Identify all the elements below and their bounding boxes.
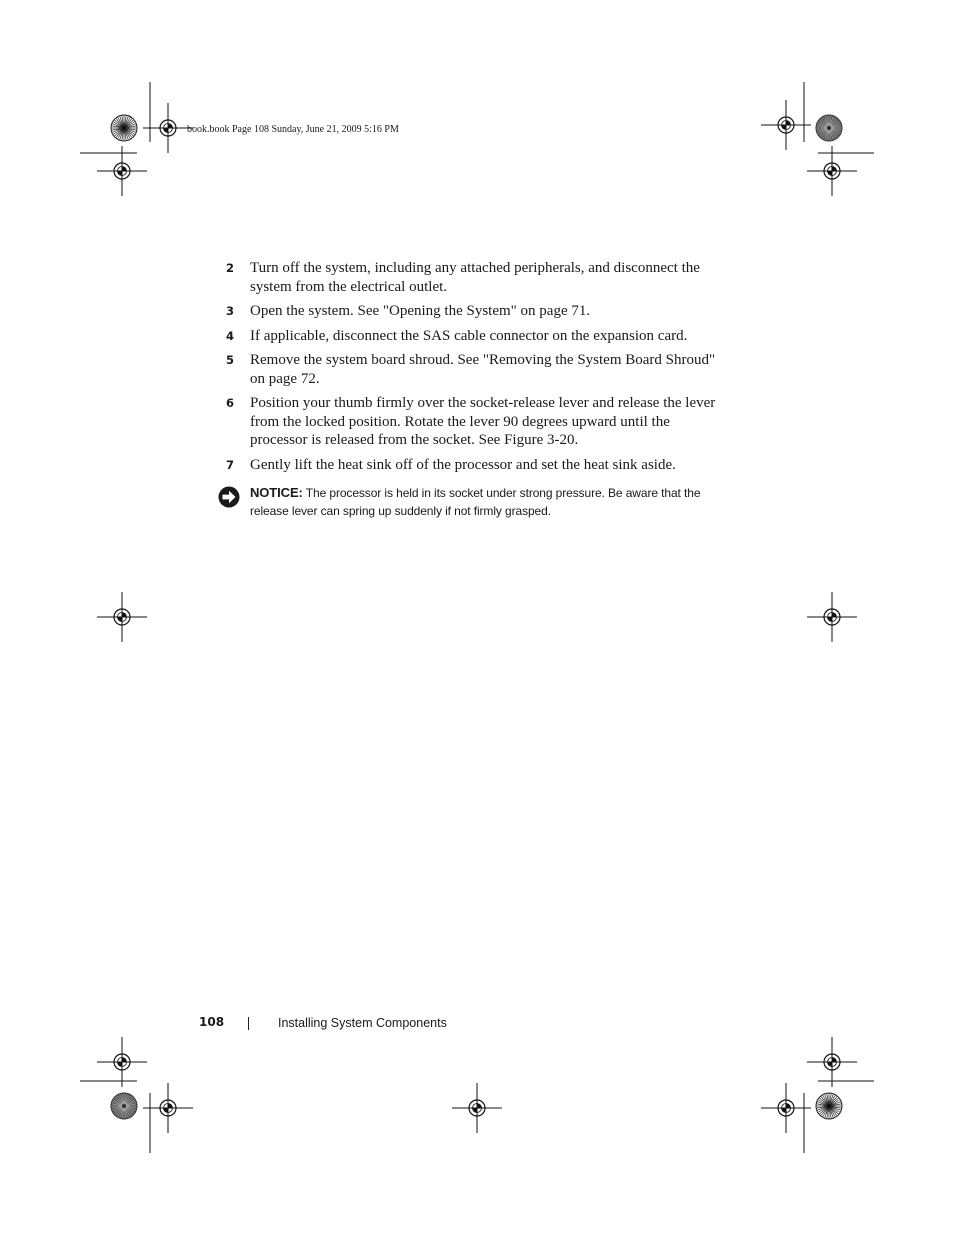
starburst-wheel-icon <box>816 1093 842 1119</box>
step-item <box>226 456 726 475</box>
step-item <box>226 327 726 346</box>
notice-text <box>250 484 720 520</box>
step-text: Turn off the system, including any attached peripherals, and disconnect the system from the electrical outlet. <box>250 260 700 295</box>
step-number: 6 <box>226 396 235 410</box>
step-number: 2 <box>226 261 235 275</box>
starburst-wheel-icon <box>816 115 842 141</box>
step-item <box>226 394 726 450</box>
registration-mark-icon <box>807 592 857 642</box>
step-text: If applicable, disconnect the SAS cable connector on the expansion card. <box>250 327 688 344</box>
step-number: 3 <box>226 304 235 318</box>
step-text: Open the system. See "Opening the System" on page 71. <box>250 303 591 319</box>
step-number: 5 <box>226 353 235 367</box>
footer-section-title: Installing System Components <box>278 1016 447 1030</box>
step-item <box>226 302 726 321</box>
registration-mark-icon <box>807 1037 857 1087</box>
step-item <box>226 351 726 388</box>
registration-mark-icon <box>452 1083 502 1133</box>
page-number: 108 <box>199 1015 225 1029</box>
registration-mark-icon <box>97 1037 147 1087</box>
print-header-info: book.book Page 108 Sunday, June 21, 2009 5:16 PM <box>187 124 399 135</box>
step-number: 4 <box>226 328 235 343</box>
starburst-wheel-icon <box>111 115 137 141</box>
step-item <box>226 259 726 296</box>
notice-arrow-icon <box>218 486 240 508</box>
notice-label: NOTICE: <box>250 485 303 500</box>
step-number: 7 <box>226 457 235 472</box>
step-text: Position your thumb firmly over the socket-release lever and release the lever from the locked position. Rotate the lever 90 degrees upward until the processor is released from the socket. See Figure 3-20. <box>250 395 716 448</box>
registration-mark-icon <box>97 592 147 642</box>
step-list <box>226 259 726 480</box>
footer-divider <box>248 1017 249 1030</box>
step-text: Remove the system board shroud. See "Removing the System Board Shroud" on page 72. <box>250 352 716 387</box>
step-text: Gently lift the heat sink off of the processor and set the heat sink aside. <box>250 456 676 473</box>
notice-body: The processor is held in its socket under strong pressure. Be aware that the release lever can spring up suddenly if not firmly grasped. <box>250 486 701 518</box>
starburst-wheel-icon <box>111 1093 137 1119</box>
